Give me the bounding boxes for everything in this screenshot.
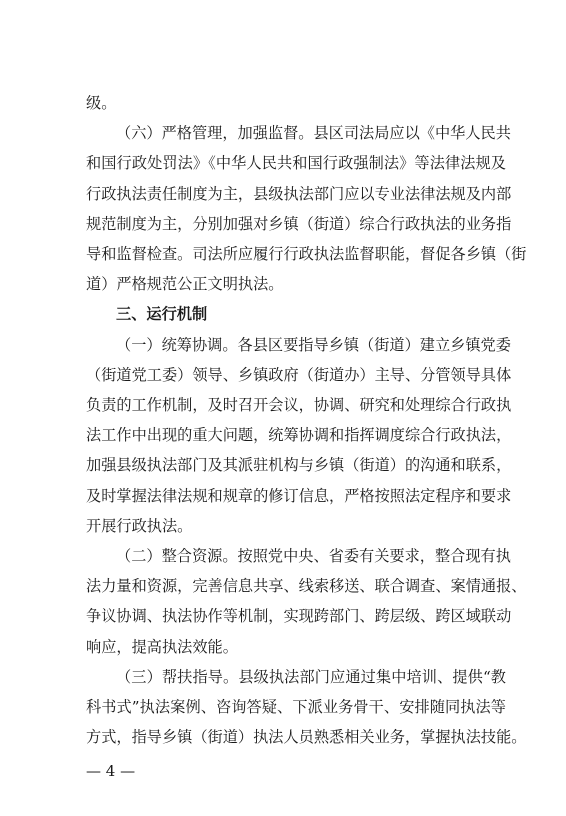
paragraph-line: （一）统筹协调。各县区要指导乡镇（街道）建立乡镇党委	[116, 335, 511, 354]
paragraph-line: 级。	[86, 94, 117, 112]
paragraph-line: 负责的工作机制，及时召开会议，协调、研究和处理综合行政执	[86, 396, 512, 414]
paragraph-line: 方式，指导乡镇（街道）执法人员熟悉相关业务，掌握执法技能。	[86, 728, 527, 747]
paragraph-line: 科书式”执法案例、咨询答疑、下派业务骨干、安排随同执法等	[86, 698, 506, 716]
paragraph-line: 及时掌握法律法规和规章的修订信息，严格按照法定程序和要求	[86, 486, 512, 505]
paragraph-line: （二）整合资源。按照党中央、省委有关要求，整合现有执	[116, 547, 511, 565]
paragraph-line: 法工作中出现的重大问题，统筹协调和指挥调度综合行政执法，	[86, 426, 512, 445]
page-number: — 4 —	[86, 762, 136, 781]
paragraph-line: 行政执法责任制度为主，县级执法部门应以专业法律法规及内部	[86, 184, 512, 203]
paragraph-line: 和国行政处罚法》《中华人民共和国行政强制法》等法律法规及	[86, 154, 506, 173]
paragraph-line: 道）严格规范公正文明执法。	[86, 275, 284, 294]
paragraph-line: 争议协调、执法协作等机制，实现跨部门、跨层级、跨区域联动	[86, 607, 512, 626]
paragraph-line: （六）严格管理，加强监督。县区司法局应以《中华人民共	[116, 124, 511, 143]
paragraph-line: （街道党工委）领导、乡镇政府（街道办）主导、分管领导具体	[86, 365, 512, 384]
paragraph-line: 加强县级执法部门及其派驻机构与乡镇（街道）的沟通和联系，	[86, 456, 512, 475]
paragraph-line: （三）帮扶指导。县级执法部门应通过集中培训、提供“教	[116, 667, 506, 686]
section-heading: 三、运行机制	[116, 305, 208, 324]
paragraph-line: 开展行政执法。	[86, 516, 193, 535]
paragraph-line: 法力量和资源，完善信息共享、线索移送、联合调查、案情通报、	[86, 577, 527, 596]
paragraph-line: 响应，提高执法效能。	[86, 637, 238, 656]
paragraph-line: 规范制度为主，分别加强对乡镇（街道）综合行政执法的业务指	[86, 214, 512, 233]
paragraph-line: 导和监督检查。司法所应履行行政执法监督职能，督促各乡镇（街	[86, 245, 527, 263]
